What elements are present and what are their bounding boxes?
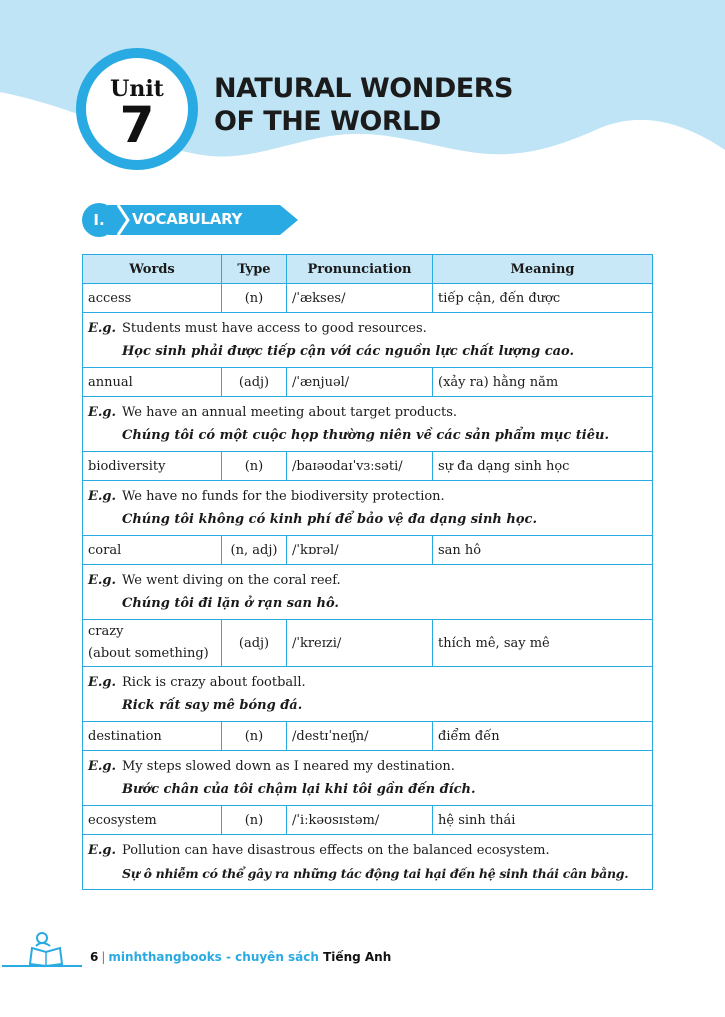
word-line2: (about something) [88,646,209,661]
table-row [83,368,653,397]
table-row [83,284,653,313]
meaning-cell: điểm đến [433,722,653,751]
meaning-cell: thích mê, say mê [433,620,653,667]
table-row [83,620,653,667]
vocabulary-table [82,254,653,890]
pronunciation-cell: /ˈkreɪzi/ [287,620,433,667]
type-cell: (n) [222,806,287,835]
example-english: We have an annual meeting about target products. [122,405,458,420]
example-cell [83,835,653,890]
pronunciation-cell: /ˈiːkəʊsɪstəm/ [287,806,433,835]
example-english: Rick is crazy about football. [122,675,306,690]
word-cell: biodiversity [83,452,222,481]
meaning-cell: (xảy ra) hằng năm [433,368,653,397]
word-cell: coral [83,536,222,565]
table-row [83,452,653,481]
table-row [83,722,653,751]
example-row [83,835,653,890]
unit-label: Unit [110,76,164,102]
section-heading-vocabulary [82,203,297,237]
example-row [83,397,653,452]
pronunciation-cell: /ˈækses/ [287,284,433,313]
type-cell: (n) [222,284,287,313]
type-cell: (n) [222,722,287,751]
example-row [83,481,653,536]
example-vietnamese: Chúng tôi có một cuộc họp thường niên về các sản phẩm mục tiêu. [122,428,609,443]
word-line1: crazy [88,624,124,639]
word-cell: access [83,284,222,313]
unit-title [214,72,634,138]
page-footer [90,950,391,964]
word-cell [83,620,222,667]
type-cell: (adj) [222,620,287,667]
table-row [83,536,653,565]
example-row [83,667,653,722]
meaning-cell: tiếp cận, đến được [433,284,653,313]
example-cell [83,751,653,806]
header-words: Words [83,255,222,284]
example-english: My steps slowed down as I neared my destination. [122,759,455,774]
footer-brand-tail: Tiếng Anh [323,950,392,964]
example-vietnamese: Chúng tôi không có kinh phí để bảo vệ đa dạng sinh học. [122,512,537,527]
word-cell: destination [83,722,222,751]
unit-title-line1: NATURAL WONDERS [214,73,513,104]
pronunciation-cell: /baɪəʊdaɪˈvɜːsəti/ [287,452,433,481]
pronunciation-cell: /ˈænjuəl/ [287,368,433,397]
header-pronunciation: Pronunciation [287,255,433,284]
example-cell [83,565,653,620]
example-label: E.g. [88,573,117,588]
type-cell: (adj) [222,368,287,397]
unit-number: 7 [119,96,155,154]
example-label: E.g. [88,489,117,504]
example-english: We have no funds for the biodiversity protection. [122,489,445,504]
example-cell [83,313,653,368]
example-label: E.g. [88,843,117,858]
example-row [83,313,653,368]
example-label: E.g. [88,321,117,336]
example-vietnamese: Chúng tôi đi lặn ở rạn san hô. [122,596,339,611]
meaning-cell: san hô [433,536,653,565]
word-cell: ecosystem [83,806,222,835]
example-vietnamese: Bước chân của tôi chậm lại khi tôi gần đến đích. [122,782,476,797]
section-number: I. [82,203,116,237]
footer-brand: minhthangbooks - chuyên sách [108,950,319,964]
table-header-row [83,255,653,284]
book-reader-icon [2,928,82,968]
word-cell: annual [83,368,222,397]
example-vietnamese: Sự ô nhiễm có thể gây ra những tác động tai hại đến hệ sinh thái cân bằng. [122,866,629,881]
unit-title-line2: OF THE WORLD [214,106,441,137]
unit-badge [86,58,188,160]
example-vietnamese: Học sinh phải được tiếp cận với các nguồn lực chất lượng cao. [122,344,575,359]
example-english: We went diving on the coral reef. [122,573,341,588]
pronunciation-cell: /ˈkɒrəl/ [287,536,433,565]
header-meaning: Meaning [433,255,653,284]
section-label: VOCABULARY [132,210,243,228]
example-row [83,565,653,620]
example-cell [83,667,653,722]
type-cell: (n) [222,452,287,481]
example-label: E.g. [88,759,117,774]
example-cell [83,397,653,452]
example-label: E.g. [88,675,117,690]
page-number: 6 [90,950,99,964]
meaning-cell: hệ sinh thái [433,806,653,835]
example-cell [83,481,653,536]
footer-separator: | [101,950,106,964]
header-type: Type [222,255,287,284]
example-row [83,751,653,806]
meaning-cell: sự đa dạng sinh học [433,452,653,481]
example-vietnamese: Rick rất say mê bóng đá. [122,698,303,713]
table-row [83,806,653,835]
type-cell: (n, adj) [222,536,287,565]
example-english: Students must have access to good resources. [122,321,427,336]
pronunciation-cell: /destɪˈneɪʃn/ [287,722,433,751]
example-label: E.g. [88,405,117,420]
example-english: Pollution can have disastrous effects on the balanced ecosystem. [122,843,550,858]
